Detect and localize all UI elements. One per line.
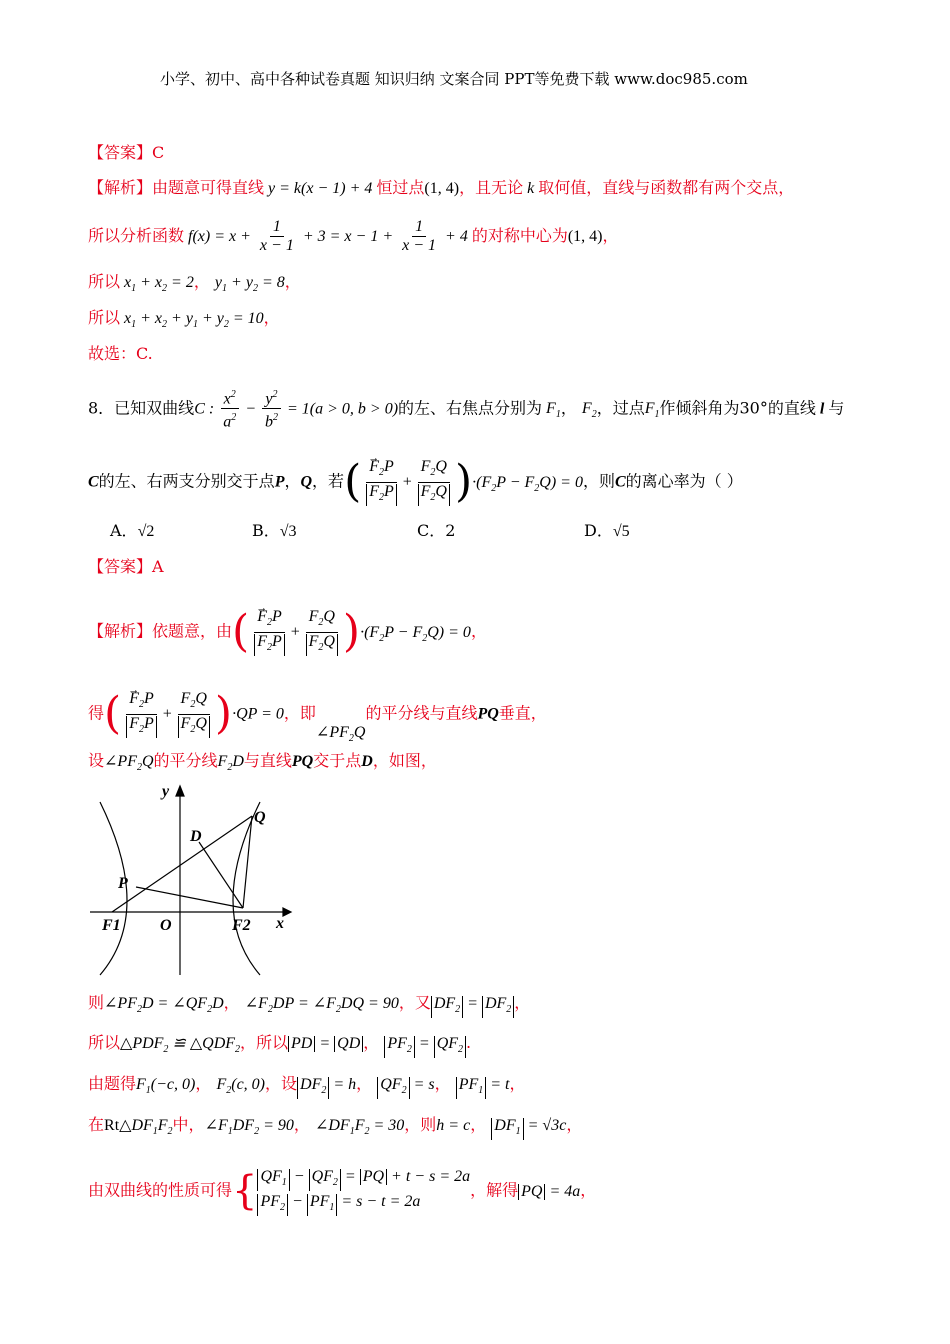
label-y: y (162, 783, 170, 800)
q8-option-c: C．2 (417, 521, 456, 540)
q8-stem-line1: 8．已知双曲线C : $\frac{x^2}{a^2}$ − $\frac{y^2}{b^2}$ = 1(a > 0, b > 0)的左、右焦点分别为 $F_1$， $F_2$，过点$F_1$作倾斜角为30°的直线 l 与 (88, 386, 844, 432)
q7-analysis-line2: 所以分析函数 f(x) = x + $\frac{1}{x - 1}$ + 3 = x − 1 + $\frac{1}{x - 1}$ + 4 的对称中心为(1, 4)， (88, 218, 619, 254)
x-axis-arrow (283, 908, 291, 916)
label-o: O (160, 917, 172, 934)
q7-conclusion: 故选：C. (88, 344, 153, 363)
q8-stem-line2: C的左、右两支分别交于点P，Q，若( → $\frac{F_2P}{F_2P}$ + $\frac{F_2Q}{F_2Q}$ )$\cdot(F_2P - F_2Q) = 0$，则C的离心率为（ ） (88, 458, 743, 506)
q8-answer: 【答案】A (88, 557, 164, 576)
q7-answer: 【答案】C (88, 143, 165, 162)
label-q: Q (254, 809, 266, 826)
right-branch (233, 802, 260, 975)
line-PF2 (136, 887, 243, 908)
line-DF2 (199, 842, 243, 908)
label-d: D (190, 828, 202, 845)
y-axis-arrow (176, 786, 184, 796)
label-x: x (276, 915, 284, 932)
label-f1: F1 (102, 917, 121, 934)
line-F1Q (112, 816, 252, 912)
q8-analysis-line8: 由双曲线的性质可得{ $QF_1 - QF_2$ = PQ + t − s = 2a $PF_2 - PF_1 = s - t = 2a$ ，解得 PQ = 4a， (88, 1166, 596, 1216)
q8-option-d: D．√5 (584, 521, 630, 540)
q8-analysis-line6: 由题得$F_1(-c$, 0)， $F_2(c$, 0)，设 $DF_2 = h$， $QF_2 = s$， $PF_1 = t$， (88, 1073, 526, 1102)
label-p: P (118, 875, 128, 892)
hyperbola-figure (88, 780, 308, 980)
q7-analysis-line4: 所以 $x_1 + x_2 + y_1 + y_2 = 10$， (88, 308, 280, 331)
q8-analysis-line4: 则$\angle PF_2D$ = $\angle QF_2D$， $\angle F_2DP$ = $\angle F_2DQ = 90$，又 $DF_2 = DF_2$ ， (88, 992, 530, 1021)
q8-option-a: A．√2 (110, 521, 155, 540)
q8-analysis-line2: 得( → $\frac{F_2P}{F_2P}$ + $\frac{F_2Q}{F_2Q}$ )·QP = 0，即$\angle PF_2Q$的平分线与直线PQ垂直， (88, 690, 547, 738)
q8-analysis-line7: 在$Rt\triangle DF_1F_2$中，$\angle F_1DF_2 = 90$， $\angle DF_1F_2 = 30$，则h = c， $DF_1 = √3c$， (88, 1114, 582, 1143)
q7-analysis-line3: 所以 $x_1 + x_2 = 2$， $y_1 + y_2 = 8$， (88, 272, 301, 295)
q8-analysis-line3: 设$\angle PF_2Q$的平分线$F_2D$与直线PQ交于点D，如图， (88, 751, 437, 774)
q8-analysis-line5: 所以$\triangle PDF_2$ ≌ $\triangle QDF_2$，所以 PD = QD ， $PF_2 = QF_2$ . (88, 1032, 471, 1061)
q8-option-b: B．√3 (252, 521, 297, 540)
label-f2: F2 (232, 917, 251, 934)
q7-analysis-line1: 【解析】由题意可得直线 y = k(x − 1) + 4 恒过点(1, 4)，且无论 k 取何值，直线与函数都有两个交点， (88, 178, 795, 197)
q8-analysis-line1: 【解析】依题意，由( → $\frac{F_2P}{F_2P}$ + $\frac{F_2Q}{F_2Q}$ )$\cdot(F_2P - F_2Q) = 0$， (88, 608, 487, 656)
page-header: 小学、初中、高中各种试卷真题 知识归纳 文案合同 PPT等免费下载 www.doc985.com (160, 70, 748, 88)
